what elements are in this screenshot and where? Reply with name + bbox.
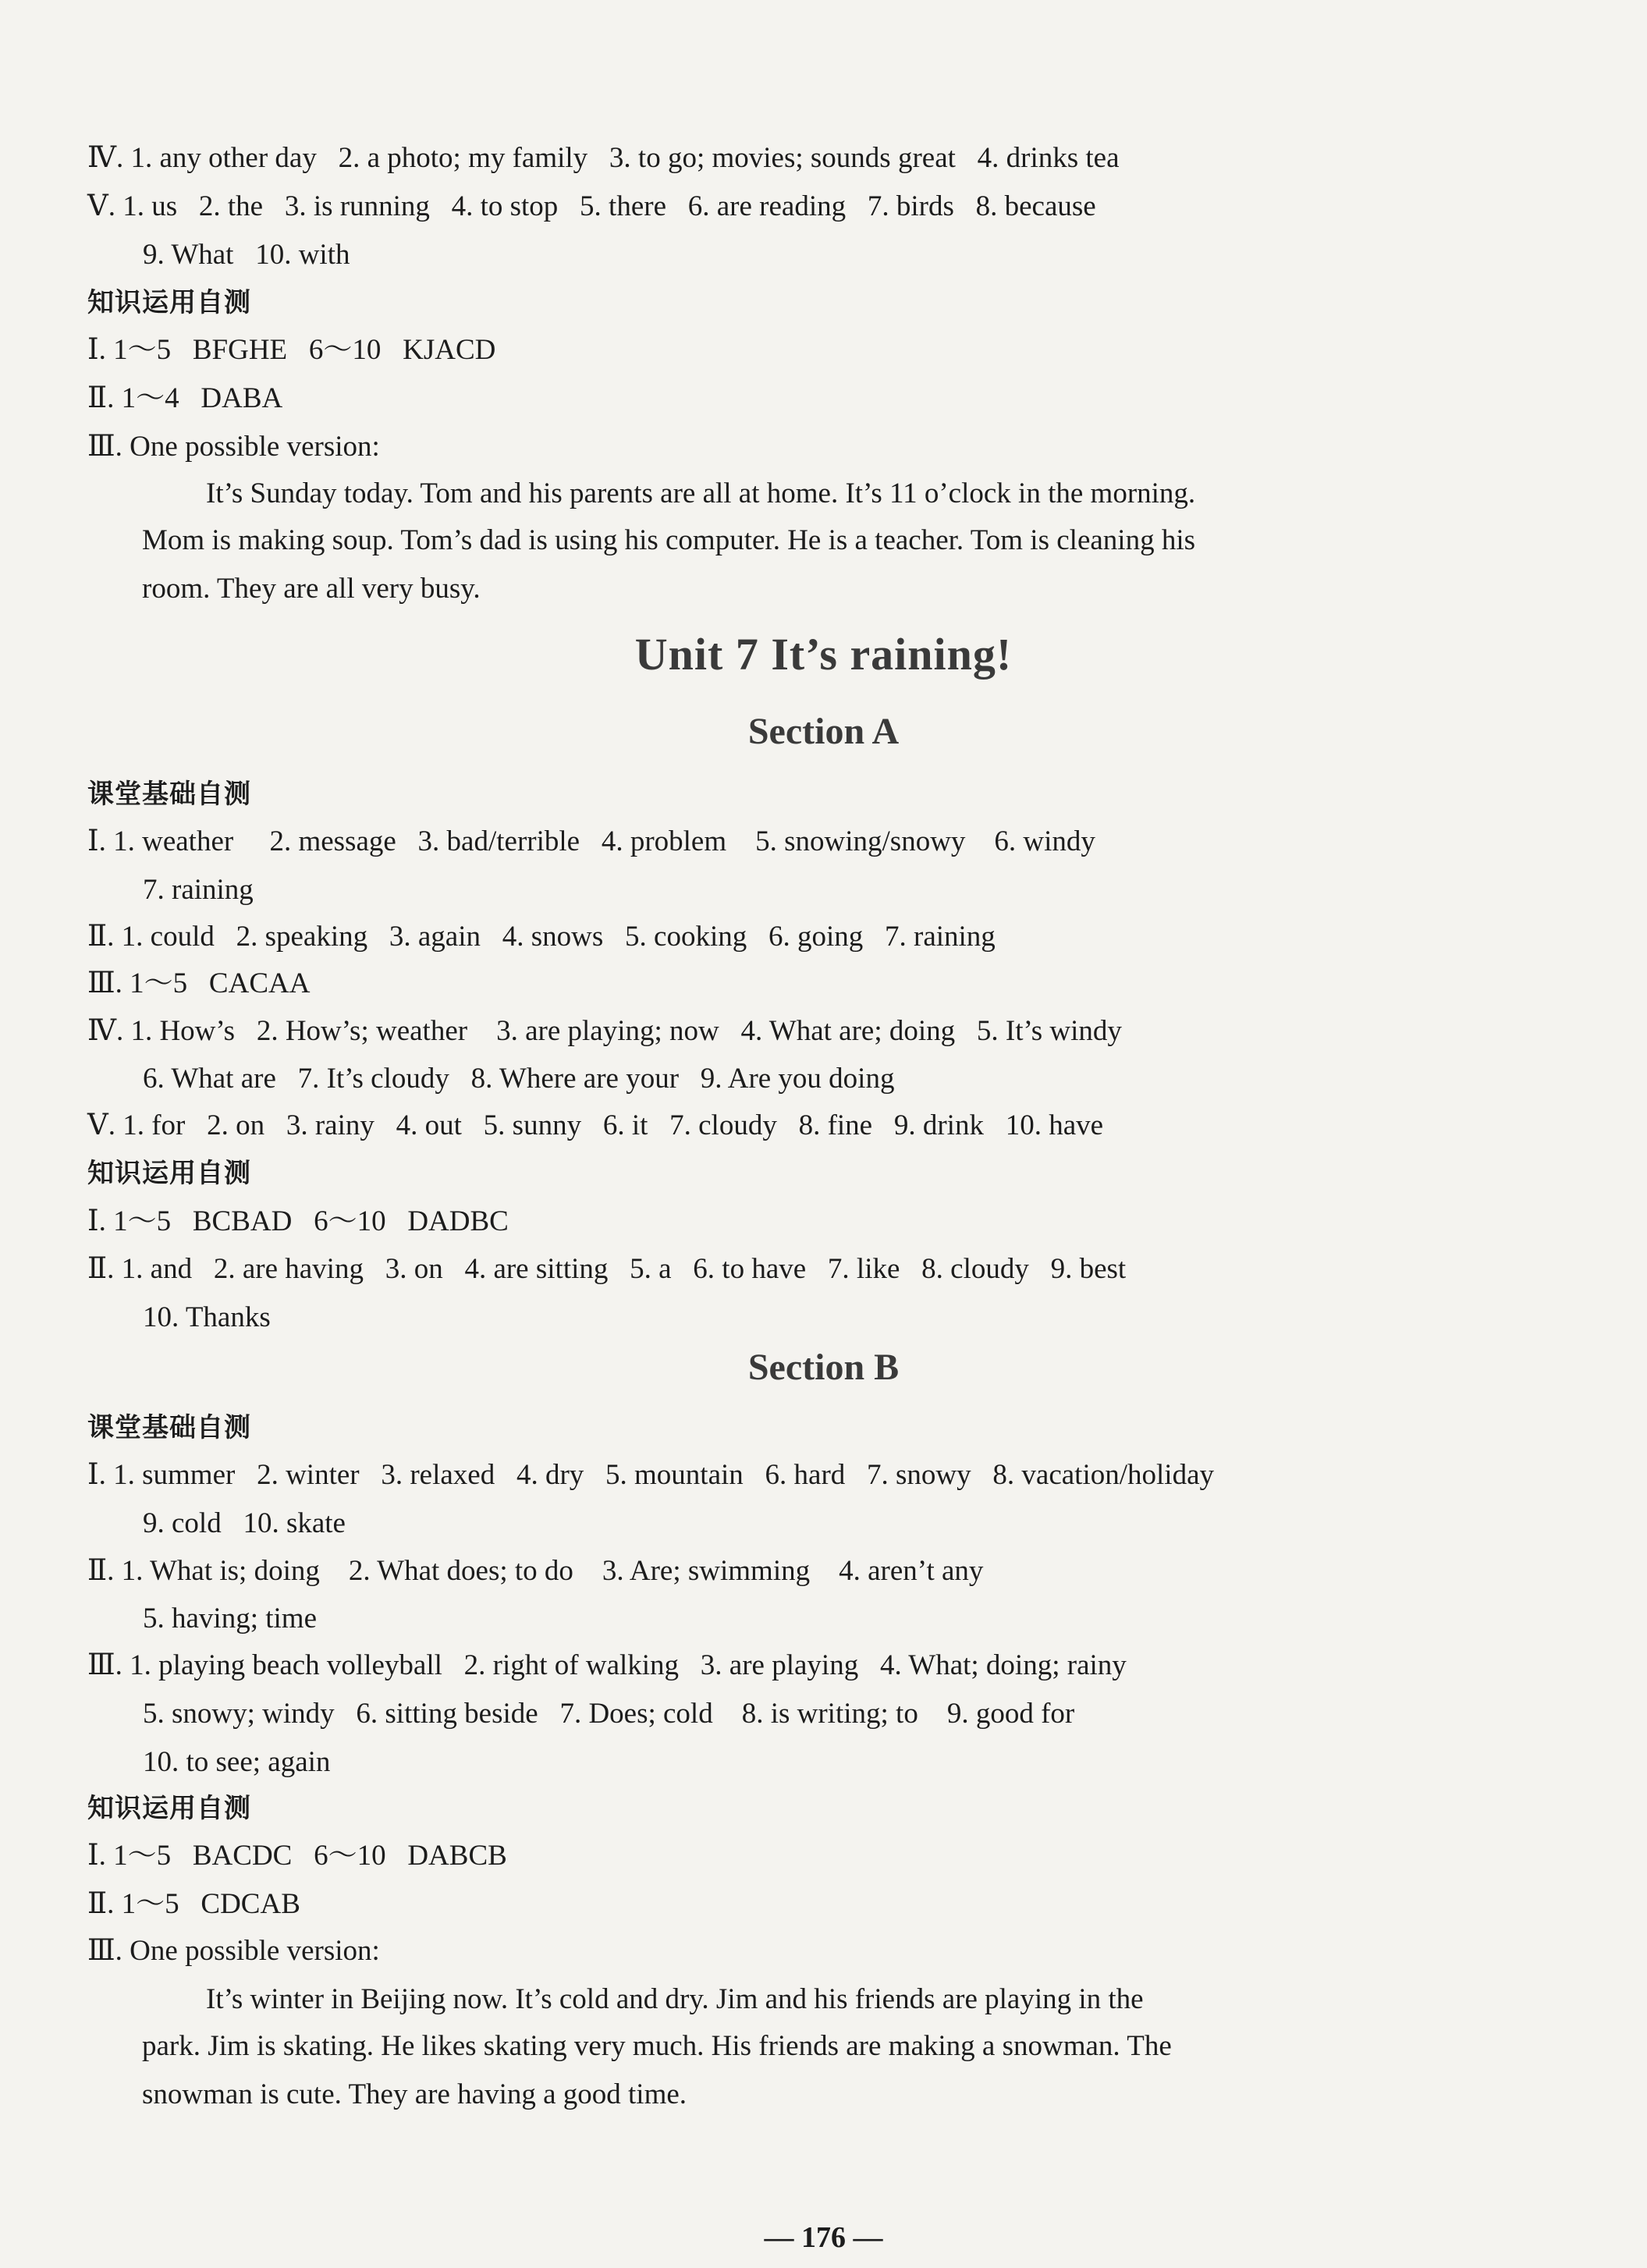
- answer-line: 7. raining: [143, 874, 254, 906]
- essay-line: It’s winter in Beijing now. It’s cold and dry. Jim and his friends are playing in the: [206, 1983, 1144, 2015]
- answer-line: Ⅱ. 1. could 2. speaking 3. again 4. snows 5. cooking 6. going 7. raining: [87, 921, 996, 953]
- answer-line: Ⅱ. 1～5 CDCAB: [87, 1888, 300, 1920]
- essay-line: It’s Sunday today. Tom and his parents are all at home. It’s 11 o’clock in the morning.: [206, 477, 1196, 509]
- answer-line: Ⅰ. 1～5 BCBAD 6～10 DADBC: [87, 1205, 509, 1237]
- answer-line: Ⅱ. 1. What is; doing 2. What does; to do 3. Are; swimming 4. aren’t any: [87, 1555, 984, 1587]
- answer-line: Ⅰ. 1. summer 2. winter 3. relaxed 4. dry 5. mountain 6. hard 7. snowy 8. vacation/holiday: [87, 1459, 1214, 1491]
- essay-line: snowman is cute. They are having a good time.: [142, 2078, 687, 2110]
- answer-line: Ⅴ. 1. us 2. the 3. is running 4. to stop 5. there 6. are reading 7. birds 8. because: [87, 190, 1096, 222]
- answer-line: 6. What are 7. It’s cloudy 8. Where are your 9. Are you doing: [143, 1063, 895, 1095]
- answer-line: Ⅱ. 1. and 2. are having 3. on 4. are sitting 5. a 6. to have 7. like 8. cloudy 9. best: [87, 1253, 1127, 1285]
- section-heading: 知识运用自测: [87, 287, 251, 318]
- essay-line: room. They are all very busy.: [142, 573, 481, 605]
- section-heading: 知识运用自测: [87, 1793, 251, 1824]
- page-number: — 176 —: [764, 2221, 883, 2254]
- section-a-title: Section A: [747, 711, 900, 752]
- answer-line: 10. to see; again: [143, 1746, 331, 1778]
- answer-line: Ⅰ. 1～5 BFGHE 6～10 KJACD: [87, 334, 496, 366]
- section-heading: 课堂基础自测: [87, 779, 251, 810]
- answer-line: Ⅳ. 1. How’s 2. How’s; weather 3. are playing; now 4. What are; doing 5. It’s windy: [87, 1015, 1122, 1047]
- answer-line: Ⅲ. One possible version:: [87, 1935, 380, 1967]
- answer-line: Ⅱ. 1～4 DABA: [87, 382, 283, 414]
- section-heading: 知识运用自测: [87, 1158, 251, 1189]
- section-heading: 课堂基础自测: [87, 1412, 251, 1443]
- answer-line: 5. snowy; windy 6. sitting beside 7. Does; cold 8. is writing; to 9. good for: [143, 1698, 1075, 1730]
- answer-line: Ⅲ. 1. playing beach volleyball 2. right of walking 3. are playing 4. What; doing; rainy: [87, 1649, 1127, 1681]
- answer-line: Ⅴ. 1. for 2. on 3. rainy 4. out 5. sunny 6. it 7. cloudy 8. fine 9. drink 10. have: [87, 1109, 1104, 1141]
- answer-line: Ⅰ. 1～5 BACDC 6～10 DABCB: [87, 1840, 507, 1872]
- unit-title: Unit 7 It’s raining!: [634, 629, 1013, 680]
- answer-line: Ⅲ. One possible version:: [87, 431, 380, 463]
- essay-line: Mom is making soup. Tom’s dad is using his computer. He is a teacher. Tom is cleaning his: [142, 524, 1195, 556]
- answer-line: Ⅰ. 1. weather 2. message 3. bad/terrible 4. problem 5. snowing/snowy 6. windy: [87, 825, 1095, 857]
- answer-line: 9. What 10. with: [143, 239, 350, 271]
- essay-line: park. Jim is skating. He likes skating very much. His friends are making a snowman. The: [142, 2030, 1172, 2062]
- answer-line: Ⅳ. 1. any other day 2. a photo; my family 3. to go; movies; sounds great 4. drinks tea: [87, 142, 1120, 174]
- answer-line: 9. cold 10. skate: [143, 1507, 346, 1539]
- answer-line: 5. having; time: [143, 1603, 317, 1634]
- answer-line: Ⅲ. 1～5 CACAA: [87, 967, 311, 999]
- answer-line: 10. Thanks: [143, 1301, 271, 1333]
- section-b-title: Section B: [747, 1347, 900, 1388]
